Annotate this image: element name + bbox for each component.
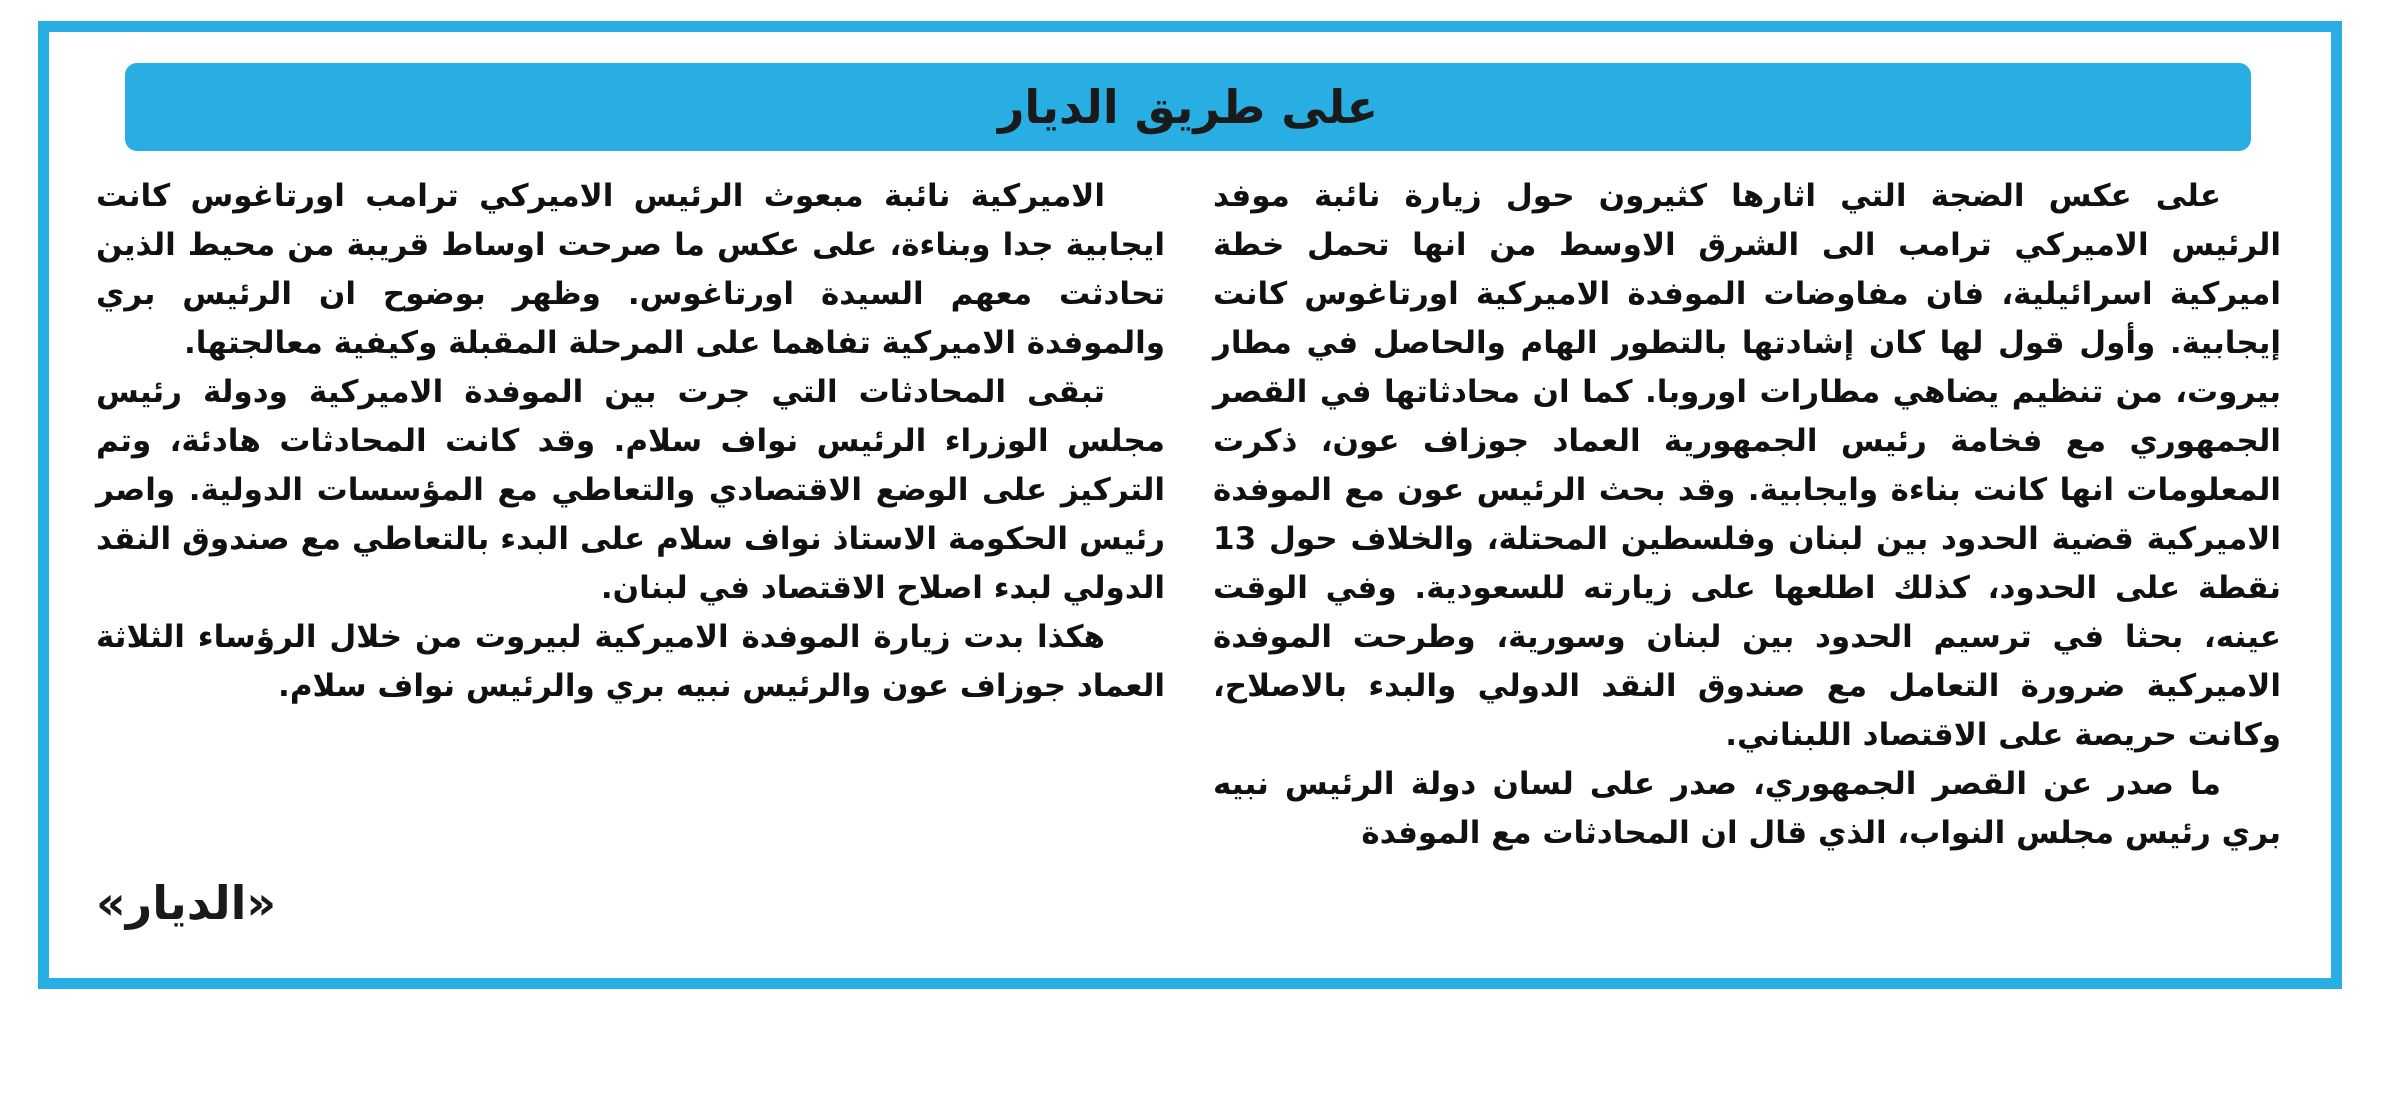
title-banner — [125, 63, 2251, 151]
paragraph: الاميركية نائبة مبعوث الرئيس الاميركي ترامب اورتاغوس كانت ايجابية جدا وبناءة، على عكس ما صرحت اوساط قريبة من محيط الذين تحادثت معهم السيدة اورتاغوس. وظهر بوضوح ان الرئيس بري والموفدة الاميركية تفاهما على المرحلة المقبلة وكيفية معالجتها. — [96, 178, 1165, 361]
article-signature: «الديار» — [96, 876, 277, 930]
paragraph: تبقى المحادثات التي جرت بين الموفدة الاميركية ودولة رئيس مجلس الوزراء الرئيس نواف سلام. وقد كانت المحادثات هادئة، وتم التركيز على الوضع الاقتصادي والتعاطي مع المؤسسات الدولية. واصر رئيس الحكومة الاستاذ نواف سلام على البدء بالتعاطي مع صندوق النقد الدولي لبدء اصلاح الاقتصاد في لبنان. — [96, 374, 1165, 606]
paragraph: هكذا بدت زيارة الموفدة الاميركية لبيروت من خلال الرؤساء الثلاثة العماد جوزاف عون والرئيس نبيه بري والرئيس نواف سلام. — [96, 619, 1165, 704]
article-column-right — [1213, 172, 2281, 858]
paragraph: على عكس الضجة التي اثارها كثيرون حول زيارة نائبة موفد الرئيس الاميركي ترامب الى الشرق الاوسط من انها تحمل خطة اميركية اسرائيلية، فان مفاوضات الموفدة الاميركية اورتاغوس كانت إيجابية. وأول قول لها كان إشادتها بالتطور الهام والحاصل في مطار بيروت، من تنظيم يضاهي مطارات اوروبا. كما ان محادثاتها في القصر الجمهوري مع فخامة رئيس الجمهورية العماد جوزاف عون، ذكرت المعلومات انها كانت بناءة وايجابية. وقد بحث الرئيس عون مع الموفدة الاميركية قضية الحدود بين لبنان وفلسطين المحتلة، والخلاف حول 13 نقطة على الحدود، كذلك اطلعها على زيارته للسعودية. وفي الوقت عينه، بحثا في ترسيم الحدود بين لبنان وسورية، وطرحت الموفدة الاميركية ضرورة التعامل مع صندوق النقد الدولي والبدء بالاصلاح، وكانت حريصة على الاقتصاد اللبناني. — [1213, 178, 2281, 753]
article-column-left — [96, 172, 1165, 711]
article-title: على طريق الديار — [997, 80, 1379, 134]
paragraph: ما صدر عن القصر الجمهوري، صدر على لسان دولة الرئيس نبيه بري رئيس مجلس النواب، الذي قال ان المحادثات مع الموفدة — [1213, 766, 2281, 851]
